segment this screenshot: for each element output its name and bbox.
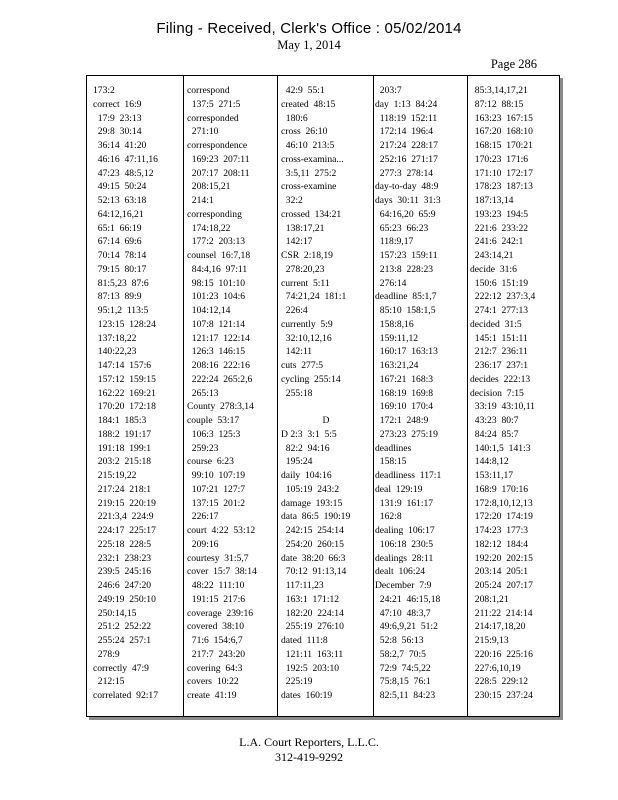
index-entry-line: 32:2 [281,195,303,206]
index-entry-line: 145:1 151:11 [470,332,528,344]
court-reporter-phone: 312-419-9292 [275,750,343,764]
index-entry-line: 29:8 30:14 [93,126,142,138]
index-entry-line: 250:14,15 [93,607,137,619]
index-entry-line: 174:18,22 [187,222,231,234]
index-entry-line: 144:8,12 [470,456,509,468]
index-entry-line: 203:14 205:1 [470,566,529,578]
index-entry-line: 252:16 271:17 [375,153,438,165]
index-entry-line: correlated 92:17 [93,690,158,701]
index-entry-line: 188:2 191:17 [93,428,152,440]
index-entry-line: 85:3,14,17,21 [470,85,528,96]
index-entry-line: 82:2 94:16 [281,442,330,454]
index-entry-line: 138:17,21 [281,222,325,234]
index-column-4 [375,84,467,710]
index-entry-line: damage 193:15 [281,497,343,509]
index-entry-line: 70:14 78:14 [93,250,147,261]
index-entry-line: 87:12 88:15 [470,98,524,110]
index-entry-line: 70:12 91:13,14 [281,566,347,578]
index-entry-line: 221:3,4 224:9 [93,511,154,523]
index-entry-line: 71:6 154:6,7 [187,635,243,646]
index-entry-line: 274:1 277:13 [470,305,529,316]
index-entry-line: 214:17,18,20 [470,621,526,633]
index-entry-line: 192:5 203:10 [281,662,340,674]
index-entry-line: cross 26:10 [281,126,328,138]
index-entry-line: deal 129:19 [375,483,423,495]
index-entry-line: decided 31:5 [470,318,522,330]
index-entry-line: 213:8 228:23 [375,263,434,275]
filing-stamp: Filing - Received, Clerk's Office : 05/02/2014 [156,20,462,37]
index-entry-line: 170:20 172:18 [93,401,156,413]
index-entry-line: couple 53:17 [187,415,240,426]
index-entry-line: cross-examina... [281,153,344,165]
index-entry-line: December 7:9 [375,580,432,591]
index-entry-line: 65:23 66:23 [375,222,429,234]
index-entry-line: 52:8 56:13 [375,635,424,646]
column-divider [467,76,468,716]
index-entry-line: cross-examine [281,181,337,193]
index-entry-line: 137:18,22 [93,332,137,344]
index-entry-line: 174:23 177:3 [470,525,529,536]
index-entry-line: 168:9 170:16 [470,483,529,495]
index-entry-line: 82:5,11 84:23 [375,690,436,701]
index-entry-line: 255:24 257:1 [93,635,152,646]
index-entry-line: 249:19 250:10 [93,593,156,605]
index-entry-line: 236:17 237:1 [470,360,529,371]
index-entry-line: dealings 28:11 [375,552,434,564]
index-entry-line: 212:7 236:11 [470,346,528,358]
column-divider [277,76,278,716]
index-entry-line: counsel 16:7,18 [187,250,251,261]
index-entry-line: covering 64:3 [187,662,243,674]
index-entry-line: 140:1,5 141:3 [470,442,531,454]
index-entry-line: 163:1 171:12 [281,593,340,605]
index-entry-line: 232:1 238:23 [93,552,152,564]
index-entry-line: 265:13 [187,387,219,399]
index-entry-line: 242:15 254:14 [281,525,344,536]
index-entry-line: 273:23 275:19 [375,428,438,440]
index-entry-line: court 4:22 53:12 [187,525,256,536]
index-entry-line: 117:11,23 [281,580,324,591]
index-entry-line: 131:9 161:17 [375,497,434,509]
index-entry-line: 157:12 159:15 [93,373,156,385]
index-entry-line: 169:10 170:4 [375,401,434,413]
index-entry-line: 191:15 217:6 [187,593,246,605]
index-entry-line: 215:9,13 [470,635,509,646]
index-entry-line: 33:19 43:10,11 [470,401,535,413]
index-entry-line: 230:15 237:24 [470,690,533,701]
index-entry-line: 72:9 74:5,22 [375,662,431,674]
index-entry-line: 205:24 207:17 [470,580,533,591]
index-entry-line: day-to-day 48:9 [375,181,439,193]
index-entry-line: data 86:5 190:19 [281,511,351,523]
index-entry-line: 121:17 122:14 [187,332,250,344]
index-entry-line: 172:8,10,12,13 [470,497,533,509]
index-entry-line: 58:2,7 70:5 [375,648,426,660]
index-entry-line: 99:10 107:19 [187,470,246,481]
page-number: Page 286 [490,57,537,71]
index-entry-line: cover 15:7 38:14 [187,566,257,578]
index-entry-line: 222:24 265:2,6 [187,373,253,385]
index-entry-line: 81:5,23 87:6 [93,277,149,289]
column-divider [183,76,184,716]
index-entry-line: 182:12 184:4 [470,538,529,550]
index-entry-line: 74:21,24 181:1 [281,291,347,303]
index-entry-line: 98:15 101:10 [187,277,246,289]
index-entry-line: 207:17 208:11 [187,167,250,179]
index-entry-line: 208:16 222:16 [187,360,250,371]
index-column-3 [281,84,371,710]
index-entry-line: correspond [187,85,230,96]
index-entry-line: 177:2 203:13 [187,236,246,248]
index-entry-line: day 1:13 84:24 [375,98,438,110]
index-entry-line: 52:13 63:18 [93,195,147,206]
index-entry-line: decide 31:6 [470,263,517,275]
index-entry-line: 3:5,11 275:2 [281,167,337,179]
index-entry-line: 42:9 55:1 [281,85,325,96]
index-entry-line: 79:15 80:17 [93,263,147,275]
index-entry-line: 118:9,17 [375,236,414,248]
index-entry-line: 209:16 [187,538,219,550]
index-entry-line: 226:17 [187,511,219,523]
index-entry-line: 211:22 214:14 [470,607,533,619]
index-entry-line: 46:16 47:11,16 [93,153,158,165]
court-reporter-name: L.A. Court Reporters, L.L.C. [239,735,379,749]
index-entry-line: 24:21 46:15,18 [375,593,441,605]
index-column-2 [187,84,275,710]
index-entry-line: 87:13 89:9 [93,291,142,303]
index-entry-line: coverage 239:16 [187,607,254,619]
index-entry-line: 159:11,12 [375,332,419,344]
index-entry-line: 105:19 243:2 [281,483,340,495]
index-entry-line: 64:16,20 65:9 [375,208,436,220]
index-entry-line: 121:11 163:11 [281,648,344,660]
index-entry-line: dated 111:8 [281,635,328,646]
index-entry-line: 208:1,21 [470,593,509,605]
index-entry-line: County 278:3,14 [187,401,254,413]
index-entry-line: 95:1,2 113:5 [93,305,149,316]
index-entry-line: 142:11 [281,346,313,358]
index-entry-line: 147:14 157:6 [93,360,152,371]
index-entry-line: 172:1 248:9 [375,415,429,426]
index-entry-line: 84:4,16 97:11 [187,263,248,275]
index-entry-line: 167:21 168:3 [375,373,434,385]
index-entry-line: 239:5 245:16 [93,566,152,578]
index-entry-line: 47:23 48:5,12 [93,167,154,179]
index-entry-line: 187:13,14 [470,195,514,206]
index-entry-line: 217:24 228:17 [375,140,438,151]
index-entry-line: 214:1 [187,195,214,206]
index-entry-line: 163:21,24 [375,360,419,371]
index-entry-line: 241:6 242:1 [470,236,524,248]
index-entry-line: 271:10 [187,126,219,138]
index-entry-line: 208:15,21 [187,181,231,193]
index-entry-line: cuts 277:5 [281,360,324,371]
index-entry-line: 215:19,22 [93,470,137,481]
index-entry-line: covers 10:22 [187,676,239,688]
index-entry-line: 168:15 170:21 [470,140,533,151]
index-entry-line: 193:23 194:5 [470,208,529,220]
index-entry-line: 255:19 276:10 [281,621,344,633]
index-entry-line: D 2:3 3:1 5:5 [281,428,337,440]
index-entry-line: 106:3 125:3 [187,428,241,440]
index-entry-line: 157:23 159:11 [375,250,438,261]
index-entry-line: 158:8,16 [375,318,414,330]
index-entry-line: 104:12,14 [187,305,231,316]
index-entry-line: 49:15 50:24 [93,181,147,193]
index-frame [86,75,560,717]
index-entry-line: 221:6 233:22 [470,222,529,234]
index-entry-line: 226:4 [281,305,308,316]
index-entry-line: 184:1 185:3 [93,415,147,426]
index-entry-line: 163:23 167:15 [470,112,533,124]
index-entry-line: 222:12 237:3,4 [470,291,536,303]
index-entry-line: 137:5 271:5 [187,98,241,110]
index-entry-line: 142:17 [281,236,313,248]
index-entry-line: 278:20,23 [281,263,325,275]
index-entry-line: crossed 134:21 [281,208,342,220]
index-entry-line: 170:23 171:6 [470,153,529,165]
index-entry-line: 150:6 151:19 [470,277,529,289]
index-entry-line: date 38:20 66:3 [281,552,346,564]
index-entry-line: 160:17 163:13 [375,346,438,358]
index-entry-line: 162:8 [375,511,402,523]
index-entry-line: 43:23 80:7 [470,415,519,426]
index-entry-line: 246:6 247:20 [93,580,152,591]
index-entry-line: 101:23 104:6 [187,291,246,303]
index-entry-line: 254:20 260:15 [281,538,344,550]
index-entry-line: days 30:11 31:3 [375,195,441,206]
index-entry-line: CSR 2:18,19 [281,250,333,261]
index-entry-line: 217:24 218:1 [93,483,152,495]
index-entry-line: 172:14 196:4 [375,126,434,138]
index-entry-line: 278:9 [93,648,120,660]
index-entry-line: course 6:23 [187,456,234,468]
index-entry-line [281,400,371,414]
index-entry-line: 168:19 169:8 [375,387,434,399]
index-entry-line: 162:22 169:21 [93,387,156,399]
index-entry-line: 224:17 225:17 [93,525,156,536]
index-entry-line: deadliness 117:1 [375,470,442,481]
index-column-5 [470,84,557,710]
index-entry-line: 276:14 [375,277,407,289]
index-entry-line: 192:20 202:15 [470,552,533,564]
index-entry-line: 85:10 158:1,5 [375,305,436,316]
index-entry-line: 251:2 252:22 [93,621,152,633]
index-entry-line: 171:10 172:17 [470,167,533,179]
transcript-date: May 1, 2014 [277,38,341,52]
index-entry-line: 243:14,21 [470,250,514,261]
index-column-1 [93,84,179,710]
index-entry-line: 225:18 228:5 [93,538,152,550]
index-entry-line: created 48:15 [281,98,336,110]
index-entry-line: 123:15 128:24 [93,318,156,330]
index-entry-line: correspondence [187,140,248,151]
index-entry-line: 64:12,16,21 [93,208,144,220]
index-entry-line: 47:10 48:3,7 [375,607,431,619]
index-entry-line: 46:10 213:5 [281,140,335,151]
index-entry-line: 32:10,12,16 [281,332,332,344]
index-entry-line: 180:6 [281,112,308,124]
index-entry-line: 203:2 215:18 [93,456,152,468]
index-entry-line: 259:23 [187,442,219,454]
index-entry-line: 65:1 66:19 [93,222,142,234]
index-entry-line: 107:21 127:7 [187,483,246,495]
index-entry-line: 140:22,23 [93,346,137,358]
index-entry-line: cycling 255:14 [281,373,341,385]
index-entry-line: 84:24 85:7 [470,428,519,440]
index-entry-line: 220:16 225:16 [470,648,533,660]
index-entry-line: 17:9 23:13 [93,112,142,124]
index-letter-heading: D [322,415,330,426]
index-entry-line: 118:19 152:11 [375,112,438,124]
index-entry-line: 182:20 224:14 [281,607,344,619]
index-entry-line: 167:20 168:10 [470,126,533,138]
index-entry-line: 228:5 229:12 [470,676,529,688]
index-entry-line: 225:19 [281,676,313,688]
index-entry-line: covered 38:10 [187,621,245,633]
index-entry-line: 36:14 41:20 [93,140,147,151]
index-entry-line: 106:18 230:5 [375,538,434,550]
index-entry-line: 48:22 111:10 [187,580,245,591]
index-entry-line: 277:3 278:14 [375,167,434,179]
index-entry-line: current 5:11 [281,277,330,289]
index-entry-line: 191:18 199:1 [93,442,152,454]
index-entry-line: 255:18 [281,387,313,399]
index-entry-line: corresponded [187,112,239,124]
index-entry-line: 67:14 69:6 [93,236,142,248]
index-entry-line: currently 5:9 [281,318,333,330]
index-entry-line: 75:8,15 76:1 [375,676,431,688]
index-entry-line: 173:2 [93,85,115,96]
index-entry-line: 178:23 187:13 [470,181,533,193]
index-entry-line: 126:3 146:15 [187,346,246,358]
index-entry-line: 217:7 243:20 [187,648,246,660]
index-entry-line: 107:8 121:14 [187,318,246,330]
index-entry-line: correctly 47:9 [93,662,149,674]
index-entry-line: deadline 85:1,7 [375,291,437,303]
index-entry-line: decides 222:13 [470,373,531,385]
index-entry-line: 169:23 207:11 [187,153,250,165]
index-entry-line: 203:7 [375,85,402,96]
index-entry-line: 153:11,17 [470,470,514,481]
index-entry-line: 212:15 [93,676,125,688]
index-entry-line: courtesy 31:5,7 [187,552,249,564]
index-entry-line: 195:24 [281,456,313,468]
index-entry-line: 49:6,9,21 51:2 [375,621,438,633]
index-entry-line: dealt 106:24 [375,566,426,578]
index-entry-line: 137:15 201:2 [187,497,246,509]
index-entry-line: 227:6,10,19 [470,662,521,674]
index-entry-line: 219:15 220:19 [93,497,156,509]
index-entry-line: deadlines [375,442,412,454]
column-divider [373,76,374,716]
index-entry-line: correct 16:9 [93,98,142,110]
index-entry-line: corresponding [187,208,242,220]
index-entry-line: decision 7:15 [470,387,524,399]
index-entry-line: dealing 106:17 [375,525,435,536]
index-entry-line: daily 104:16 [281,470,332,481]
index-entry-line: 172:20 174:19 [470,511,533,523]
index-entry-line: create 41:19 [187,690,237,701]
index-entry-line: 158:15 [375,456,407,468]
index-entry-line: dates 160:19 [281,690,333,701]
